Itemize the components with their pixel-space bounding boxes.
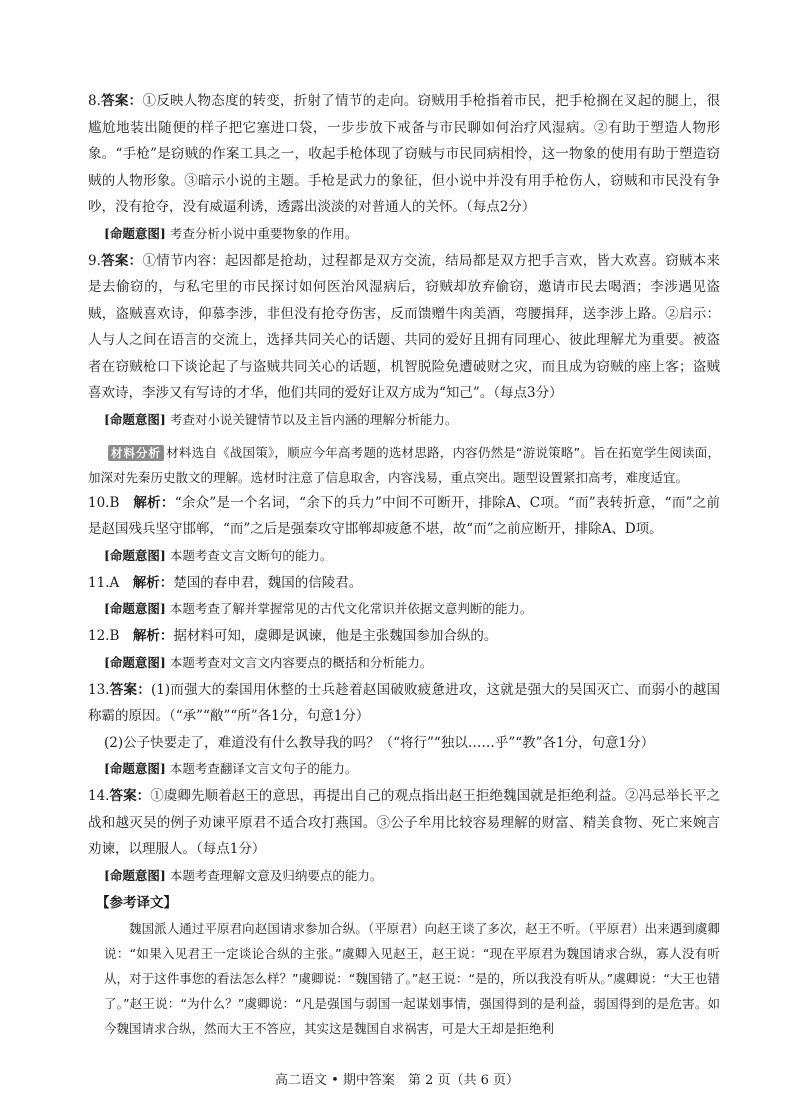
q8-intent-tag: [命题意图] bbox=[104, 225, 166, 241]
q12-intent-text: 本题考查对文言文内容要点的概括和分析能力。 bbox=[169, 654, 433, 670]
q14-intent-text: 本题考查理解文意及归纳要点的能力。 bbox=[169, 867, 383, 883]
q10-answer bbox=[88, 490, 720, 543]
q10-intent bbox=[88, 543, 720, 568]
q13-intent-text: 本题考查翻译文言文句子的能力。 bbox=[169, 761, 358, 776]
q8-number: 8. bbox=[88, 93, 101, 109]
q9-intent-tag: [命题意图] bbox=[104, 411, 166, 427]
q13-label: 答案： bbox=[109, 681, 151, 698]
q9-intent-text: 考查对小说关键情节以及主旨内涵的理解分析能力。 bbox=[169, 411, 458, 427]
q14-intent-tag: [命题意图] bbox=[104, 867, 166, 883]
q12-text: 据材料可知，虞卿是讽谏，他是主张魏国参加合纵的。 bbox=[173, 628, 498, 644]
q8-answer bbox=[88, 88, 720, 221]
q8-intent-text: 考查分析小说中重要物象的作用。 bbox=[169, 225, 358, 241]
q10-choice: B bbox=[109, 494, 120, 511]
question-8 bbox=[88, 88, 720, 246]
page-footer: 高二语文 • 期中答案 第 2 页（共 6 页） bbox=[274, 1073, 519, 1088]
q10-label: 解析： bbox=[133, 494, 175, 511]
q11-intent-tag: [命题意图] bbox=[104, 601, 166, 616]
q14-label: 答案： bbox=[109, 788, 151, 804]
q9-answer bbox=[88, 248, 720, 407]
q9-text: ①情节内容：起因都是抢劫，过程都是双方交流，结局都是双方把手言欢，皆大欢喜。窃贼本来是去偷窃的，与私宅里的市民探讨如何医治风湿病后，窃贼却放弃偷窃，邀请市民去喝酒；李涉遇见盗贼，盗贼喜欢诗，仰慕李涉，非但没有抢夺伤害，反而馈赠牛肉美酒，弯腰揖拜，送李涉上路。②启示：人与人之间在语言的交流上，选择共同关心的话题、共同的爱好且拥有同理心、彼此理解尤为重要。被盗者在窃贼枪口下谈论起了与盗贼共同关心的话题，机智脱险免遭破财之灾，而且成为窃贼的座上客；盗贼喜欢诗，李涉又有写诗的才华，他们共同的爱好让双方成为“知己”。（每点3分） bbox=[88, 252, 721, 401]
q11-number: 11. bbox=[88, 574, 110, 591]
q10-text: “余众”是一个名词，“余下的兵力”中间不可断开，排除A、C项。“而”表转折意，“而”之前是赵国残兵坚守邯郸，“而”之后是强秦攻守邯郸却疲惫不堪，故“而”之前应断开，排除A、D项。 bbox=[88, 494, 721, 537]
q12-answer bbox=[88, 623, 720, 650]
q9-intent bbox=[88, 407, 720, 432]
q13-intent bbox=[88, 756, 720, 781]
q9-label: 答案： bbox=[100, 252, 143, 269]
question-14 bbox=[88, 783, 720, 888]
q10-intent-tag: [命题意图] bbox=[104, 547, 166, 563]
q12-number: 12. bbox=[88, 628, 110, 644]
question-9 bbox=[88, 248, 720, 432]
q13-answer bbox=[88, 677, 720, 730]
q11-choice: A bbox=[109, 574, 120, 591]
question-10 bbox=[88, 490, 720, 568]
q12-intent-tag: [命题意图] bbox=[104, 654, 166, 670]
q14-intent bbox=[88, 863, 720, 888]
q12-choice: B bbox=[109, 628, 120, 644]
q8-label: 答案： bbox=[100, 93, 143, 109]
question-12 bbox=[88, 623, 720, 675]
q14-number: 14. bbox=[88, 788, 110, 804]
material-text: 材料选自《战国策》，顺应今年高考题的选材思路，内容仍然是“游说策略”。旨在拓宽学生阅读面，加深对先秦历史散文的理解。选材时注意了信息取舍，内容浅易，重点突出。题型设置紧扣高考，难度适宜。 bbox=[88, 444, 720, 485]
q13-number: 13. bbox=[88, 681, 110, 698]
q12-intent bbox=[88, 650, 720, 675]
q13-text: (1)而强大的秦国用休整的士兵趁着赵国破败疲惫进攻，这就是强大的吴国灭亡、而弱小的越国称霸的原因。（“承”“敝”“所”各1分，句意1分） bbox=[88, 681, 721, 724]
q11-text: 楚国的春申君，魏国的信陵君。 bbox=[173, 574, 363, 591]
q12-label: 解析： bbox=[132, 628, 174, 644]
q8-intent bbox=[88, 221, 720, 246]
q10-number: 10. bbox=[88, 494, 110, 511]
answer-content bbox=[88, 88, 720, 1041]
q10-intent-text: 本题考查文言文断句的能力。 bbox=[169, 547, 333, 563]
q13-intent-tag: [命题意图] bbox=[104, 761, 166, 776]
q11-label: 解析： bbox=[132, 574, 174, 591]
q11-intent bbox=[88, 596, 720, 621]
reference-title: 【参考译文】 bbox=[96, 894, 177, 911]
q11-intent-text: 本题考查了解并掌握常见的古代文化常识并依据文意判断的能力。 bbox=[169, 601, 533, 616]
material-badge: 材料分析 bbox=[108, 445, 164, 461]
q8-text: ①反映人物态度的转变，折射了情节的走向。窃贼用手枪指着市民，把手枪搁在叉起的腿上，很尴尬地装出随便的样子把它塞进口袋，一步步放下戒备与市民聊如何治疗风湿病。②有助于塑造人物形象。“手枪”是窃贼的作案工具之一，收起手枪体现了窃贼与市民同病相怜，这一物象的使用有助于塑造窃贼的人物形象。③暗示小说的主题。手枪是武力的象征，但小说中并没有用手枪伤人，窃贼和市民没有争吵，没有抢夺，没有威逼利诱，透露出淡淡的对普通人的关怀。（每点2分） bbox=[88, 93, 721, 215]
reference-text: 魏国派人通过平原君向赵国请求参加合纵。（平原君）向赵王谈了多次，赵王不听。（平原君）出来遇到虞卿说：“如果入见君王一定谈论合纵的主张。”虞卿入见赵王，赵王说：“现在平原君为魏国请求合纵，寡人没有听从，对于这件事您的看法怎么样？”虞卿说：“魏国错了。”赵王说：“是的，所以我没有听从。”虞卿说：“大王也错了。”赵王说：“为什么？”虞卿说：“凡是强国与弱国一起谋划事情，强国得到的是利益，弱国得到的是危害。如今魏国请求合纵，然而大王不答应，其实这是魏国自求祸害，可是大王却是拒绝利 bbox=[104, 920, 720, 1036]
q14-text: ①虞卿先顺着赵王的意思，再提出自己的观点指出赵王拒绝魏国就是拒绝利益。②冯忌举长平之战和越灭吴的例子劝谏平原君不适合攻打燕国。③公子牟用比较容易理解的财富、精美食物、死亡来婉言劝谏，以理服人。（每点1分） bbox=[88, 788, 721, 857]
question-13 bbox=[88, 677, 720, 782]
question-11 bbox=[88, 570, 720, 622]
q11-answer bbox=[88, 570, 720, 597]
q14-answer bbox=[88, 783, 720, 863]
q9-number: 9. bbox=[88, 252, 101, 269]
q13-answer-2: (2)公子快要走了，难道没有什么教导我的吗？（“将行”“独以……乎”“教”各1分，句意1分） bbox=[104, 734, 655, 751]
material-analysis bbox=[88, 440, 720, 490]
